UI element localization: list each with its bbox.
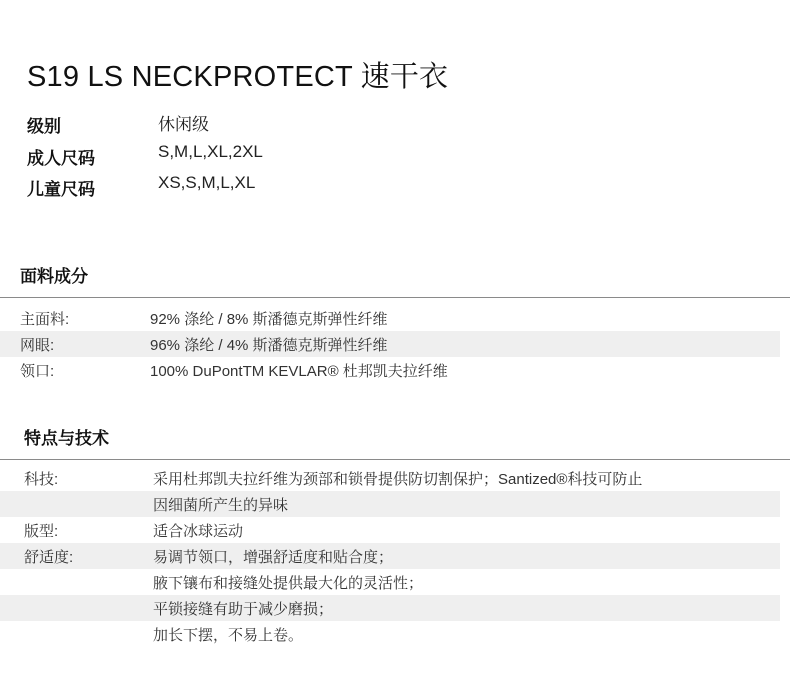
table-row bbox=[0, 331, 780, 357]
features-divider bbox=[0, 459, 790, 460]
table-row bbox=[0, 621, 790, 647]
row-value: 96% 涤纶 / 4% 斯潘德克斯弹性纤维 bbox=[150, 336, 388, 354]
row-value: 92% 涤纶 / 8% 斯潘德克斯弹性纤维 bbox=[150, 310, 388, 328]
row-value: 腋下镶布和接缝处提供最大化的灵活性； bbox=[153, 574, 424, 592]
table-row bbox=[0, 543, 780, 569]
row-value: 因细菌所产生的异味 bbox=[153, 496, 289, 514]
spec-label: 级别 bbox=[27, 117, 61, 136]
row-value: 100% DuPontTM KEVLAR® 杜邦凯夫拉纤维 bbox=[150, 362, 448, 380]
row-value: 采用杜邦凯夫拉纤维为颈部和锁骨提供防切割保护；Santized®科技可防止 bbox=[153, 470, 643, 488]
row-label: 领口: bbox=[20, 362, 55, 380]
spec-row-youth-sizes bbox=[27, 173, 263, 205]
features-table bbox=[0, 465, 790, 647]
spec-list bbox=[27, 110, 263, 205]
fabric-divider bbox=[0, 297, 790, 298]
fabric-table bbox=[0, 305, 790, 383]
table-row bbox=[0, 595, 780, 621]
row-label: 主面料: bbox=[20, 310, 70, 328]
table-row bbox=[0, 569, 790, 595]
row-value: 易调节领口，增强舒适度和贴合度； bbox=[153, 548, 394, 566]
row-label: 科技: bbox=[24, 470, 59, 488]
row-value: 适合冰球运动 bbox=[153, 522, 244, 540]
features-heading: 特点与技术 bbox=[24, 429, 109, 448]
table-row bbox=[0, 357, 790, 383]
spec-value: 休闲级 bbox=[158, 115, 209, 134]
spec-row-level bbox=[27, 110, 263, 142]
table-row bbox=[0, 465, 790, 491]
row-label: 网眼: bbox=[20, 336, 55, 354]
row-value: 平锁接缝有助于减少磨损； bbox=[153, 600, 334, 618]
row-value: 加长下摆，不易上卷。 bbox=[153, 626, 304, 644]
row-label: 版型: bbox=[24, 522, 59, 540]
fabric-heading: 面料成分 bbox=[20, 267, 88, 286]
spec-label: 儿童尺码 bbox=[27, 180, 95, 199]
product-title: S19 LS NECKPROTECT 速干衣 bbox=[27, 61, 449, 93]
table-row bbox=[0, 517, 790, 543]
spec-row-adult-sizes bbox=[27, 142, 263, 174]
table-row bbox=[0, 491, 780, 517]
spec-label: 成人尺码 bbox=[27, 148, 95, 168]
spec-value: XS,S,M,L,XL bbox=[158, 173, 256, 192]
spec-value: S,M,L,XL,2XL bbox=[158, 141, 263, 161]
row-label: 舒适度: bbox=[24, 548, 74, 566]
table-row bbox=[0, 305, 790, 331]
